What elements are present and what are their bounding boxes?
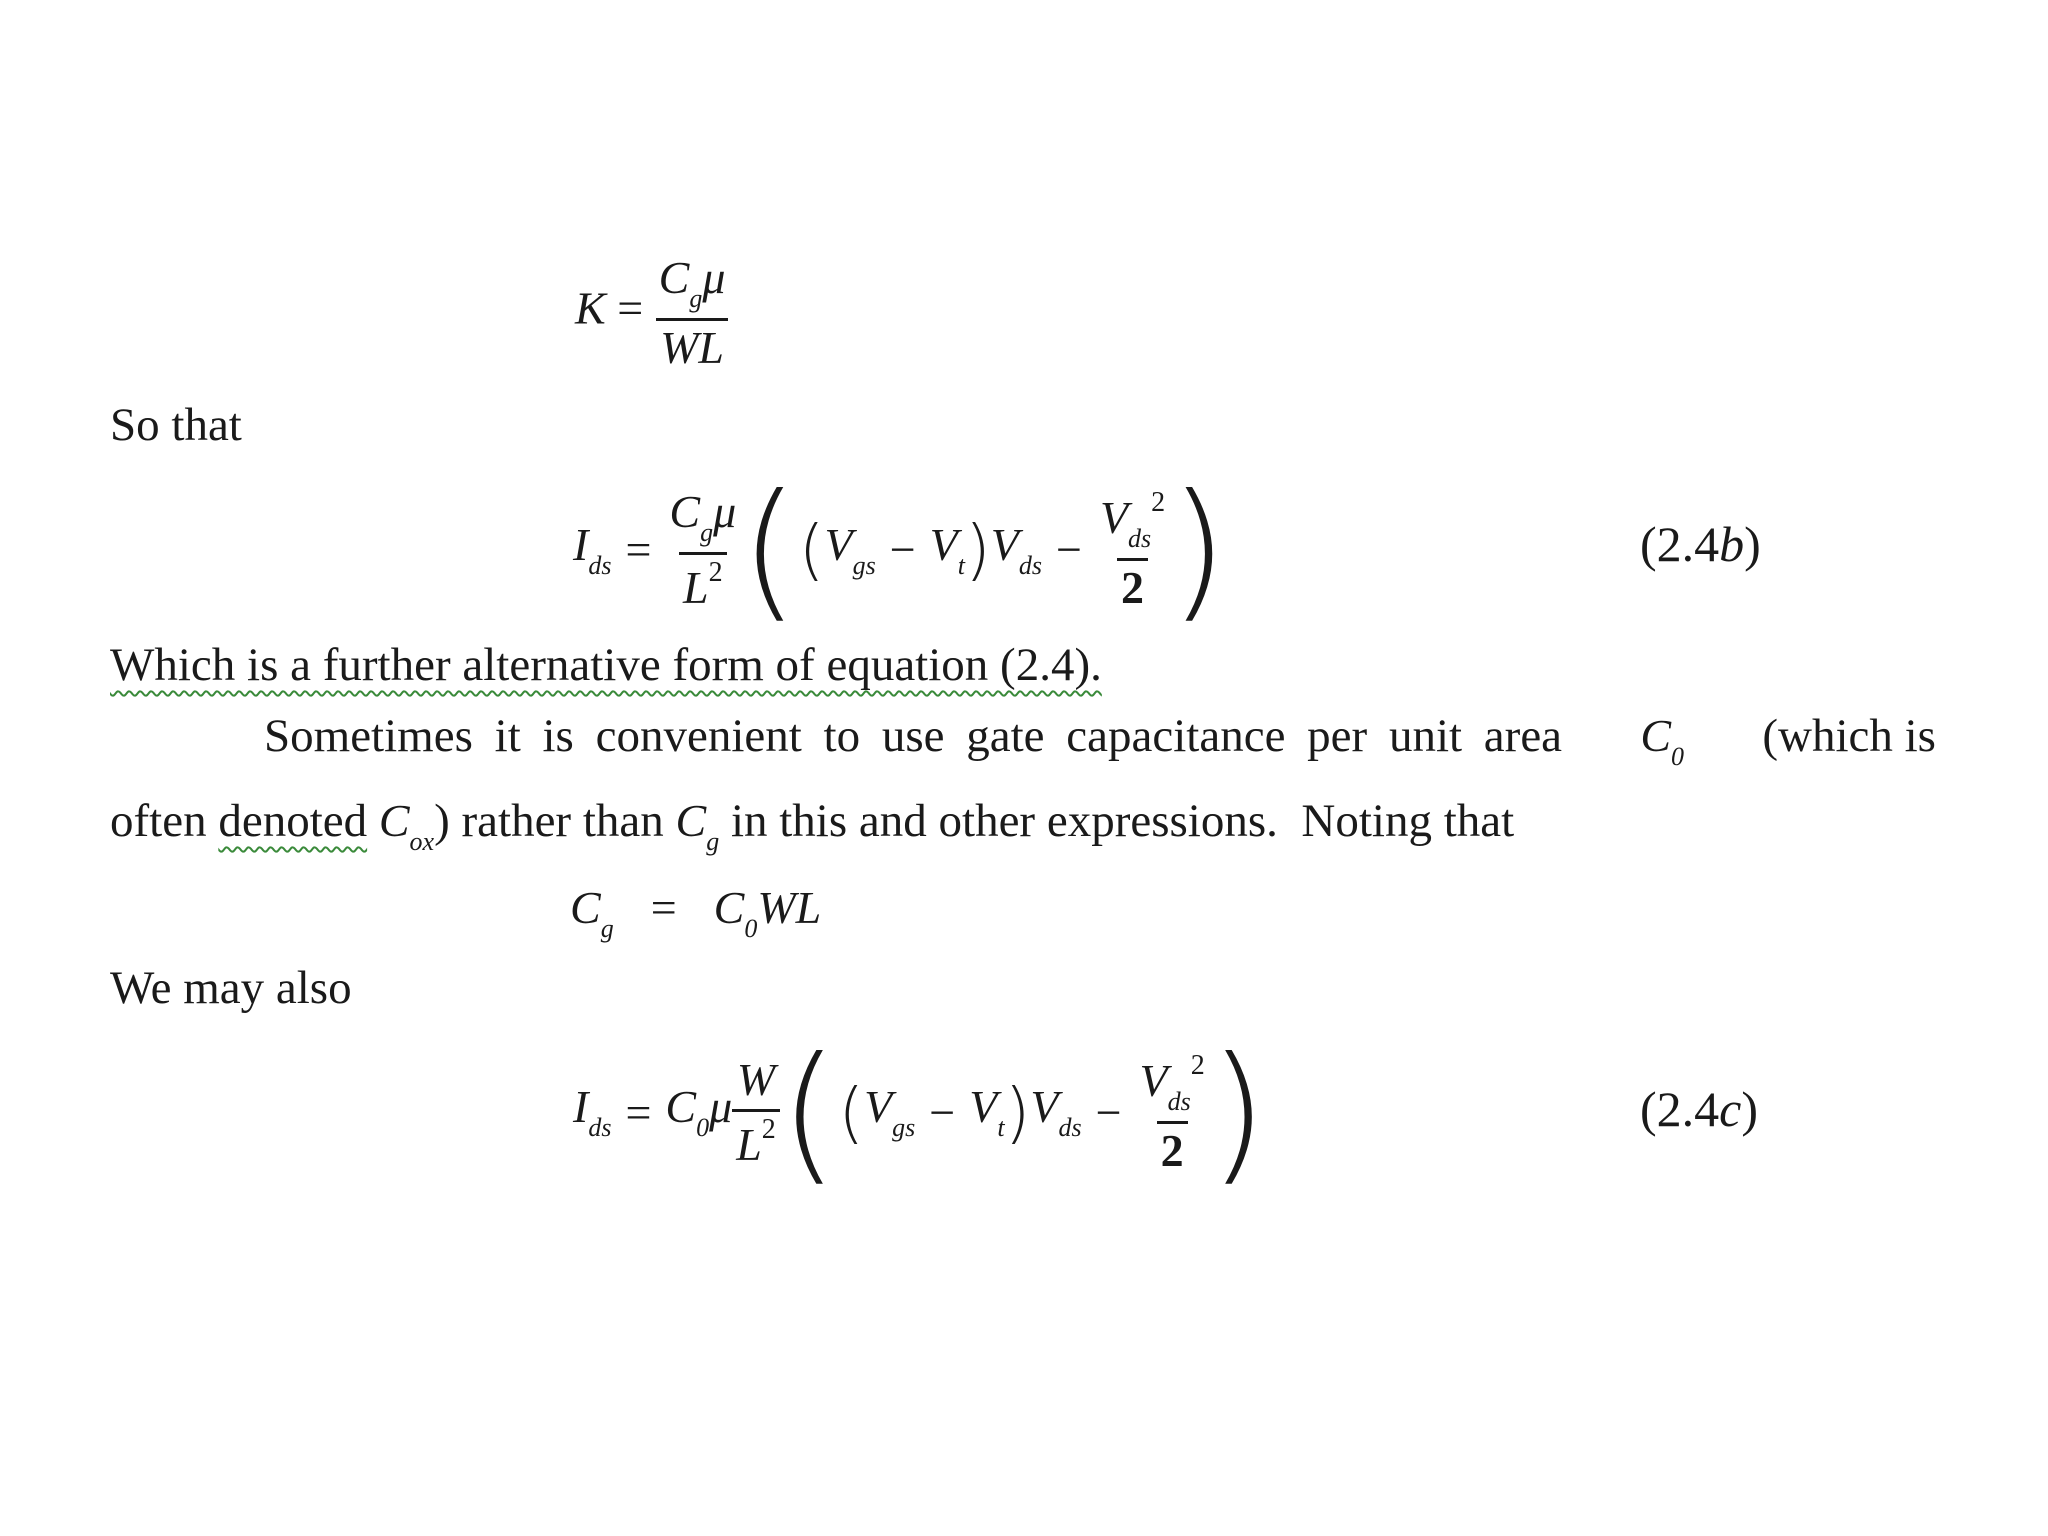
equals-sign: = — [625, 1086, 652, 1138]
open-paren: ( — [838, 1073, 865, 1151]
k-symbol: K — [575, 282, 606, 334]
equation-cg-definition: $C_g = C_0WL$ — [570, 882, 822, 943]
vds-squared-over-2-fraction: $\frac{V_{ds}^2}{2}$ — [1099, 487, 1166, 613]
equals-sign: = — [625, 524, 652, 575]
close-paren: ) — [965, 511, 991, 588]
equation-ids-2-4b: $I_{ds}$ = $\frac{C_g\mu}{L^2}$ ( ( $V_{gs}$ − $V_t$ ) $V_{ds}$ − $\frac{V_{ds}^2}{2}$ ) — [573, 463, 1228, 637]
inline-c0: $C_0$ — [1640, 710, 1685, 771]
paragraph-so-that: So that — [110, 399, 242, 451]
paragraph-line-2: often denoted $C_{ox}$) rather than $C_g$ in this and other expressions. Noting that — [110, 795, 1515, 856]
spelling-flagged-word[interactable]: denoted — [218, 795, 368, 847]
equation-k-definition — [575, 252, 729, 373]
big-close-paren: ) — [1208, 1025, 1268, 1200]
equation-number-2-4c: (2.4c) — [1640, 1081, 1759, 1137]
vds-squared-over-2-fraction: $\frac{V_{ds}^2}{2}$ — [1139, 1049, 1205, 1176]
minus-sign: − — [1055, 524, 1082, 575]
equals-sign: = — [617, 282, 644, 334]
ids-symbol: $I_{ds}$ — [573, 518, 612, 580]
inline-cg: $C_g$ — [675, 795, 720, 856]
close-paren: ) — [1004, 1073, 1031, 1151]
ids-symbol: $I_{ds}$ — [573, 1081, 612, 1142]
paragraph-further-form — [110, 639, 1102, 691]
open-paren: ( — [798, 511, 825, 588]
k-numerator: $C_g\mu$ — [658, 252, 726, 313]
equation-number-2-4b: (2.4b) — [1640, 516, 1761, 572]
paragraph-sometimes-line-1: Sometimes it is convenient to use gate capacitance per unit area $C_0$ (which is — [264, 710, 1936, 771]
big-close-paren: ) — [1169, 463, 1228, 637]
big-open-paren: ( — [740, 463, 799, 637]
inline-cox: $C_{ox}$ — [378, 795, 435, 856]
k-fraction — [655, 252, 730, 373]
minus-sign: − — [889, 524, 916, 575]
big-open-paren: ( — [779, 1025, 839, 1200]
minus-sign: − — [929, 1086, 956, 1138]
equation-ids-2-4c: $I_{ds}$ = $C_0\mu$ $\frac{W}{L^2}$ ( ( $V_{gs}$ − $V_t$ ) $V_{ds}$ − $\frac{V_{ds}^2}{2}$ ) — [573, 1025, 1268, 1200]
w-over-l2-fraction: $\frac{W}{L^2}$ — [732, 1057, 780, 1168]
cg-mu-over-l2-fraction: $\frac{C_g\mu}{L^2}$ — [669, 486, 737, 613]
minus-sign: − — [1095, 1086, 1122, 1138]
equals-sign: = — [650, 882, 677, 933]
paragraph-we-may-also: We may also — [110, 962, 352, 1014]
grammar-flagged-sentence[interactable]: Which is a further alternative form of equation (2.4). — [110, 639, 1102, 691]
k-denominator: WL — [656, 318, 728, 371]
